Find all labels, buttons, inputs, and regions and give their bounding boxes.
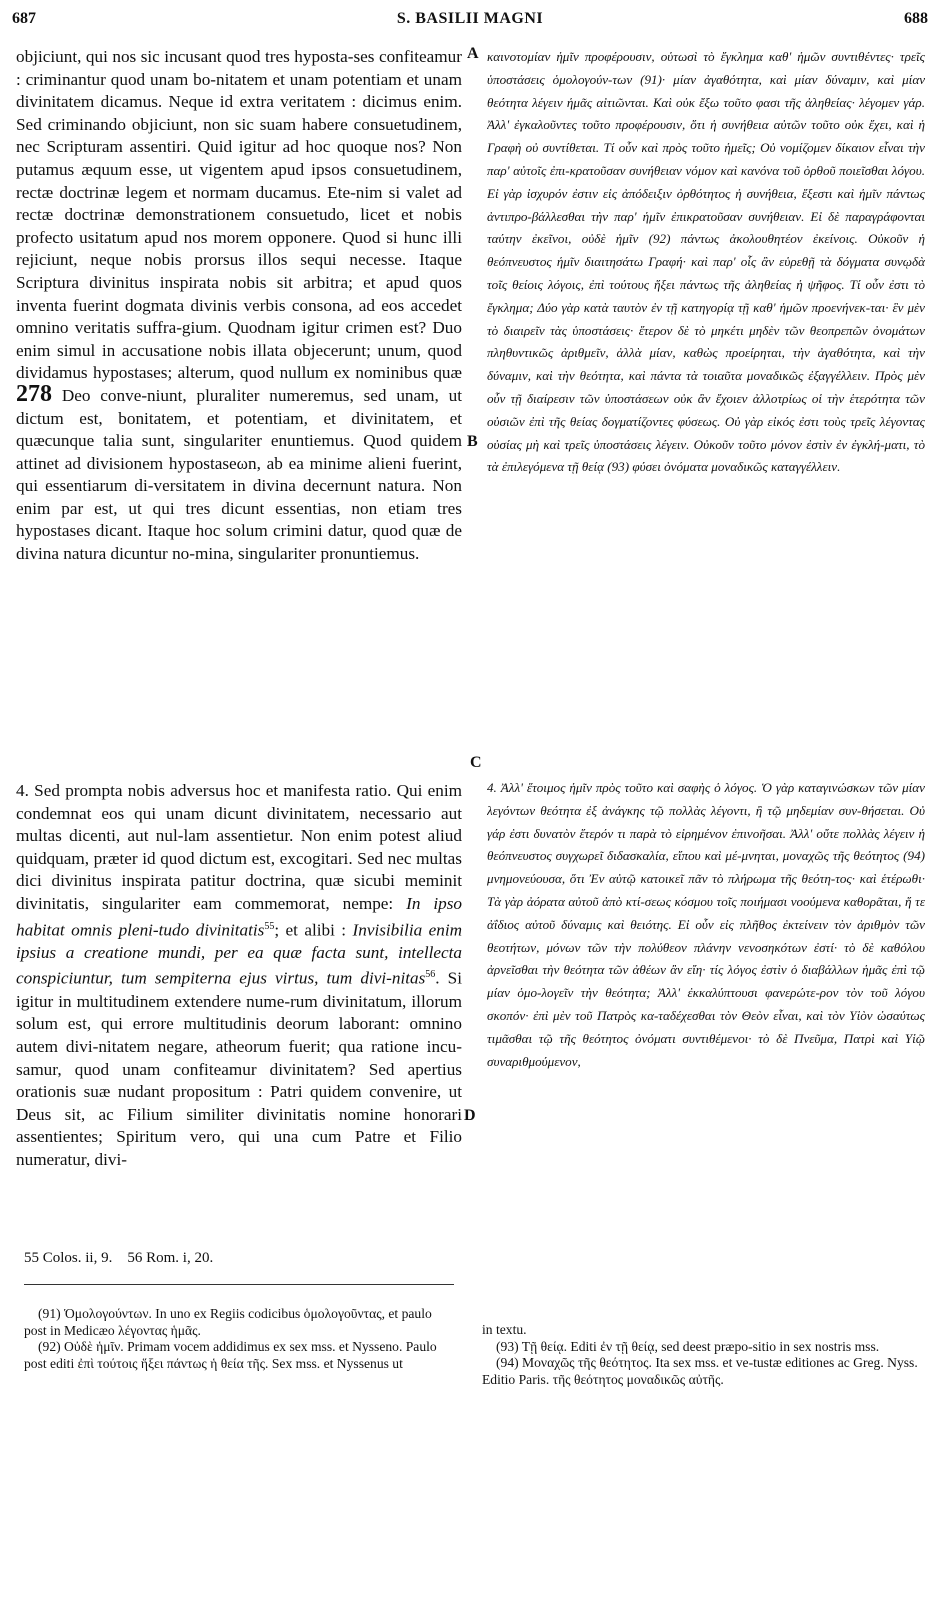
margin-marker-a: A (467, 45, 479, 62)
ref-55: 55 Colos. ii, 9. (24, 1250, 113, 1266)
ref-sup-55: 55 (264, 920, 275, 932)
latin-text-2b: ; et alibi : (274, 920, 347, 940)
latin-column-lower (16, 780, 462, 1220)
running-title: S. BASILII MAGNI (396, 10, 544, 27)
ref-sup-56: 56 (425, 969, 436, 981)
latin-text-1a: objiciunt, qui nos sic incusant quod tres hyposta-ses confiteamur : criminantur quod unam bo-nitatem et unam potentiam et unam divinitatem dicamus. Neque id extra veritatem : dicimus enim. Sed criminando objiciunt, non sic suam habere consuetudinem, nec Scripturam assentiri. Quid igitur ad hoc quoque nos? Non putamus æquum esse, ut vigentem apud ipsos consuetudinem, rectæ doctrinæ legem et normam ducamus. Ete-nim si valet ad rectæ doctrinæ demonstrationem consuetudo, licet et nobis profecto usitatum apud nos morem opponere. Quod si hunc illi rejiciunt, neque nobis prorsus illos sequi necesse. Itaque Scriptura divinitus inspirata nobis sit arbitra; et apud quos inventa fuerint dogmata divinis verbis consona, ad eos accedet omnino veritatis suffra-gium. Quodnam igitur crimen est? Duo enim simul in accusatione nobis illata objecerunt; unum, quod dividamus hypostases; alterum, quod nullum ex nominibus quæ (16, 47, 462, 383)
latin-quote-1: In ipso habitat omnis pleni-tudo divinitatis (16, 893, 462, 940)
greek-paragraph-1: καινοτομίαν ἡμῖν προφέρουσιν, οὑτωσὶ τὸ ἔγκλημα καθ' ἡμῶν συντιθέντες· τρεῖς ὑποστάσεις ὁμολογούν-των (91)· μίαν ἀγαθότητα, καὶ μίαν δύναμιν, καὶ μίαν θεότητα λέγειν ἡμᾶς αἰτιῶνται. Καὶ οὐκ ἔξω τοῦτο φασι τῆς ἀληθείας· λέγομεν γάρ. Ἀλλ' ἐγκαλοῦντες τοῦτο προφέρουσιν, ὅτι ἡ συνήθεια αὐτῶν τοῦτο οὐκ ἔχει, καὶ ἡ Γραφὴ οὐ συντίθεται. Τί οὖν καὶ πρὸς τοῦτο ἡμεῖς; Οὐ νομίζομεν δίκαιον εἶναι τὴν παρ' αὐτοῖς ἐπι-κρατοῦσαν συνήθειαν νόμον καὶ κανόνα τοῦ ὀρθοῦ ποιεῖσθαι λόγου. Εἰ γὰρ ἰσχυρόν ἐστιν εἰς ἀπόδειξιν ὀρθότητος ἡ συνήθεια, ἔξεστι καὶ ἡμῖν πάντως ἀντιπρο-βάλλεσθαι τὴν παρ' ἡμῖν ἐπικρατοῦσαν συνήθειαν. Εἰ δὲ παραγράφονται ταύτην ἐκεῖνοι, οὐδὲ ἡμῖν (92) πάντως ἀκολουθητέον ἐκείνοις. Οὐκοῦν ἡ θεόπνευστος ἡμῖν διαιτησάτω Γραφή· καὶ παρ' οἷς ἂν εὑρεθῇ τὰ δόγματα συνῳδὰ τοῖς θείοις λόγοις, ἐπὶ τούτους ἥξει πάντως τῆς ἀληθείας ἡ ψῆφος. Τί οὖν ἐστι τὸ ἔγκλημα; Δύο γὰρ κατὰ ταυτὸν ἐν τῇ κατηγορίᾳ τῇ καθ' ἡμῶν προενήνεκ-ται· ἓν μὲν τὸ διαιρεῖν τὰς ὑποστάσεις· ἕτερον δὲ τὸ μηκέτι μηδὲν τῶν θεοπρεπῶν ὀνομάτων πληθυντικῶς ἀριθμεῖν, ἀλλὰ μίαν, καθὼς προείρηται, τὴν ἀγαθότητα, καὶ τὴν δύναμιν, καὶ τὴν θεότητα, καὶ πάντα τὰ τοιαῦτα μοναδικῶς ἐξαγγέλλειν. Πρὸς μὲν οὖν τῇ διαίρεσιν τῶν ὑποστάσεων οὐκ ἂν ἔχοιεν ἀλλοτρίως οἱ τὴν ἑτερότητα τῶν οὐσιῶν ἐπὶ τῆς θείας δογματίζοντες φύσεως. Οὐ γὰρ εἰκός ἐστι τοὺς τρεῖς λέγοντας οὐσίας μὴ καὶ τρεῖς ὑποστάσεις λέγειν. Οὐκοῦν τοῦτο μόνον ἐστὶν ἐν ἐγκλή-ματι, τὸ τὰ ἐπιλεγόμενα τῇ θείᾳ (93) φύσει ὀνόματα μοναδικῶς καταγγέλλειν. (487, 49, 925, 475)
footnote-continuation: in textu. (482, 1322, 527, 1337)
latin-column-upper (16, 46, 462, 746)
scripture-references (24, 1250, 454, 1267)
margin-marker-c: C (470, 754, 482, 771)
latin-quote-2: Invisibilia enim ipsius a creatione mundi, per ea quæ facta sunt, intellecta conspiciuntur, tum sempiterna ejus virtus, tum divi-nitas (16, 920, 462, 989)
ref-56: 56 Rom. i, 20. (127, 1250, 214, 1266)
greek-column-upper (487, 46, 925, 726)
latin-paragraph-2 (16, 780, 462, 1172)
page-number-right: 688 (904, 10, 928, 27)
footnote-94: (94) Μοναχῶς τῆς θεότητος. Ita sex mss. et ve-tustæ editiones ac Greg. Nyss. Editio Paris. τῆς θεότητος μοναδικῶς αὐτῆς. (482, 1355, 918, 1387)
greek-column-lower (487, 777, 925, 1217)
footnotes-left (24, 1306, 454, 1406)
page-number-left: 687 (12, 10, 36, 27)
footnotes-right (482, 1322, 924, 1412)
latin-text-2a: 4. Sed prompta nobis adversus hoc et manifesta ratio. Qui enim condemnat eos qui unam dicunt divinitatem, necessario aut multas dicenti, aut nul-lam assentietur. Non enim potest aliud quidquam, præter id quod dictum est, excogitari. Sed nec multas dici divinitus inspirata patitur doctrina, quæ sicubi meminit divinitatis, singulariter eam commemorat, nempe: (16, 781, 462, 913)
column-number: 278 (16, 380, 52, 407)
latin-paragraph-1 (16, 46, 462, 566)
page-header (12, 10, 928, 32)
footnote-92: (92) Οὐδὲ ἡμῖν. Primam vocem addidimus ex sex mss. et Nysseno. Paulo post editi ἐπὶ τούτοις ἥξει πάντως ἡ θεία τῆς. Sex mss. et Nyssenus ut (24, 1339, 437, 1371)
latin-text-2c: . Si igitur in multitudinem extendere nume-rum divinitatum, illorum solum est, qui errore multitudinis deorum laborant: omnino autem divi-nitatem negare, atheorum fuerit; qua ratione incu-samur, quod unam confiteamur divinitatem? Sed apertius orationis suæ nudant propositum : Patri quidem convenire, ut Deus sit, ac Filium similiter divinitatis nomine honorari assentientes; Spiritum vero, qui una cum Patre et Filio numeratur, divi- (16, 969, 462, 1169)
footnote-rule (24, 1284, 454, 1285)
greek-paragraph-2: 4. Ἀλλ' ἕτοιμος ἡμῖν πρὸς τοῦτο καὶ σαφὴς ὁ λόγος. Ὁ γὰρ καταγινώσκων τῶν μίαν λεγόντων θεότητα ἐξ ἀνάγκης τῷ πολλὰς λέγοντι, ἢ τῷ μηδεμίαν συν-θήσεται. Οὐ γάρ ἐστι δυνατὸν ἕτερόν τι παρὰ τὸ εἰρημένον ἐπινοῆσαι. Ἀλλ' οὔτε πολλὰς λέγειν ἡ θεόπνευστος συγχωρεῖ διδασκαλία, εἴπου καὶ μέ-μνηται, μοναχῶς τῆς θεότητος (94) μνημονεύουσα, ὅτι Ἐν αὐτῷ κατοικεῖ πᾶν τὸ πλήρωμα τῆς θεότη-τος· καὶ ἑτέρωθι· Τὰ γὰρ ἀόρατα αὐτοῦ ἀπὸ κτί-σεως κόσμου τοῖς ποιήμασι νοούμενα καθορᾶται, ἥ τε ἀΐδιος αὐτοῦ δύναμις καὶ θειότης. Εἰ οὖν εἰς πλῆθος ἐκτείνειν τὸν ἀριθμὸν τῶν θεοτήτων, μόνων τῶν τὴν πολύθεον πλάνην νενοσηκότων ἐστί· τὸ δὲ καθόλου ἀρνεῖσθαι τὴν θεότητα τῶν ἀθέων ἂν εἴη· τίς λόγος ἐστὶν ὁ διαβάλλων ἡμᾶς ἐπὶ τῷ μίαν ὁμο-λογεῖν τὴν θεότητα; Ἀλλ' ἐκκαλύπτουσι φανερώτε-ρον τὸν τοῦ λόγου σκοπόν· ἐπὶ μὲν τοῦ Πατρὸς κα-ταδέχεσθαι τὸν Θεὸν εἶναι, καὶ τὸν Υἱὸν ὡσαύτως τιμᾶσθαι τῷ τῆς θεότητος ὀνόματι συντιθέμενοι· τὸ δὲ Πνεῦμα, Πατρὶ καὶ Υἱῷ συναριθμούμενον, (487, 780, 925, 1069)
latin-text-1b: Deo conve-niunt, pluraliter numeremus, sed unam, ut dictum est, bonitatem, et potentiam, et divinitatem, et quæcunque talia sunt, singulariter enuntiemus. Quod quidem attinet ad divisionem hypostaseωn, ab ea minime alieni fuerint, qui essentiarum di-versitatem in divina decernunt natura. Non enim par est, ut qui tres dicunt essentias, non etiam tres hypostases dicant. Itaque hoc solum crimini datur, quod quæ de divina natura dicuntur no-mina, singulariter pronuntiemus. (16, 385, 462, 564)
margin-marker-b: B (467, 433, 478, 450)
footnote-91: (91) Ὁμολογούντων. In uno ex Regiis codicibus ὁμολογοῦντας, et paulo post in Medicæo λέγοντας ἡμᾶς. (24, 1306, 432, 1338)
margin-marker-d: D (464, 1107, 476, 1124)
footnote-93: (93) Τῇ θείᾳ. Editi ἐν τῇ θείᾳ, sed deest præpo-sitio in sex nostris mss. (496, 1338, 880, 1354)
